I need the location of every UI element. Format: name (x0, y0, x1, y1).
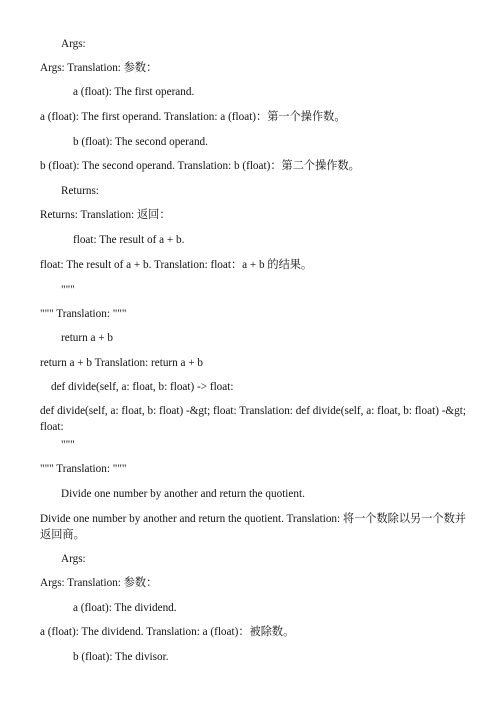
code-line: a (float): The dividend. (73, 602, 177, 614)
translation-line: Args: Translation: 参数： (40, 62, 158, 74)
translation-line: b (float): The second operand. Translation: b (float)：第二个操作数。 (40, 160, 360, 172)
code-line: a (float): The first operand. (73, 86, 195, 98)
code-line: Args: (61, 553, 86, 565)
code-line: b (float): The divisor. (73, 651, 169, 663)
translation-line: """ Translation: """ (40, 463, 127, 475)
translation-line: def divide(self, a: float, b: float) -&gt; float: Translation: def divide(self, a: float, b: float) -&gt; float: (40, 405, 466, 433)
code-line: return a + b (61, 332, 113, 344)
translation-line: Divide one number by another and return the quotient. Translation: 将一个数除以另一个数并返回商。 (40, 513, 466, 541)
translation-line: Returns: Translation: 返回： (40, 209, 171, 221)
code-line: """ (61, 439, 75, 451)
code-line: Args: (61, 38, 86, 50)
translation-line: float: The result of a + b. Translation: float：a + b 的结果。 (40, 259, 313, 271)
translation-line: a (float): The dividend. Translation: a (float)：被除数。 (40, 626, 295, 638)
translation-line: """ Translation: """ (40, 308, 127, 320)
code-line: float: The result of a + b. (73, 234, 185, 246)
code-line: Divide one number by another and return the quotient. (61, 488, 305, 500)
translation-line: a (float): The first operand. Translation: a (float)：第一个操作数。 (40, 111, 346, 123)
code-line: def divide(self, a: float, b: float) -> float: (51, 381, 234, 393)
code-line: b (float): The second operand. (73, 136, 208, 148)
code-line: """ (61, 284, 75, 296)
translation-line: Args: Translation: 参数： (40, 577, 158, 589)
code-line: Returns: (61, 185, 99, 197)
translation-line: return a + b Translation: return a + b (40, 357, 203, 369)
